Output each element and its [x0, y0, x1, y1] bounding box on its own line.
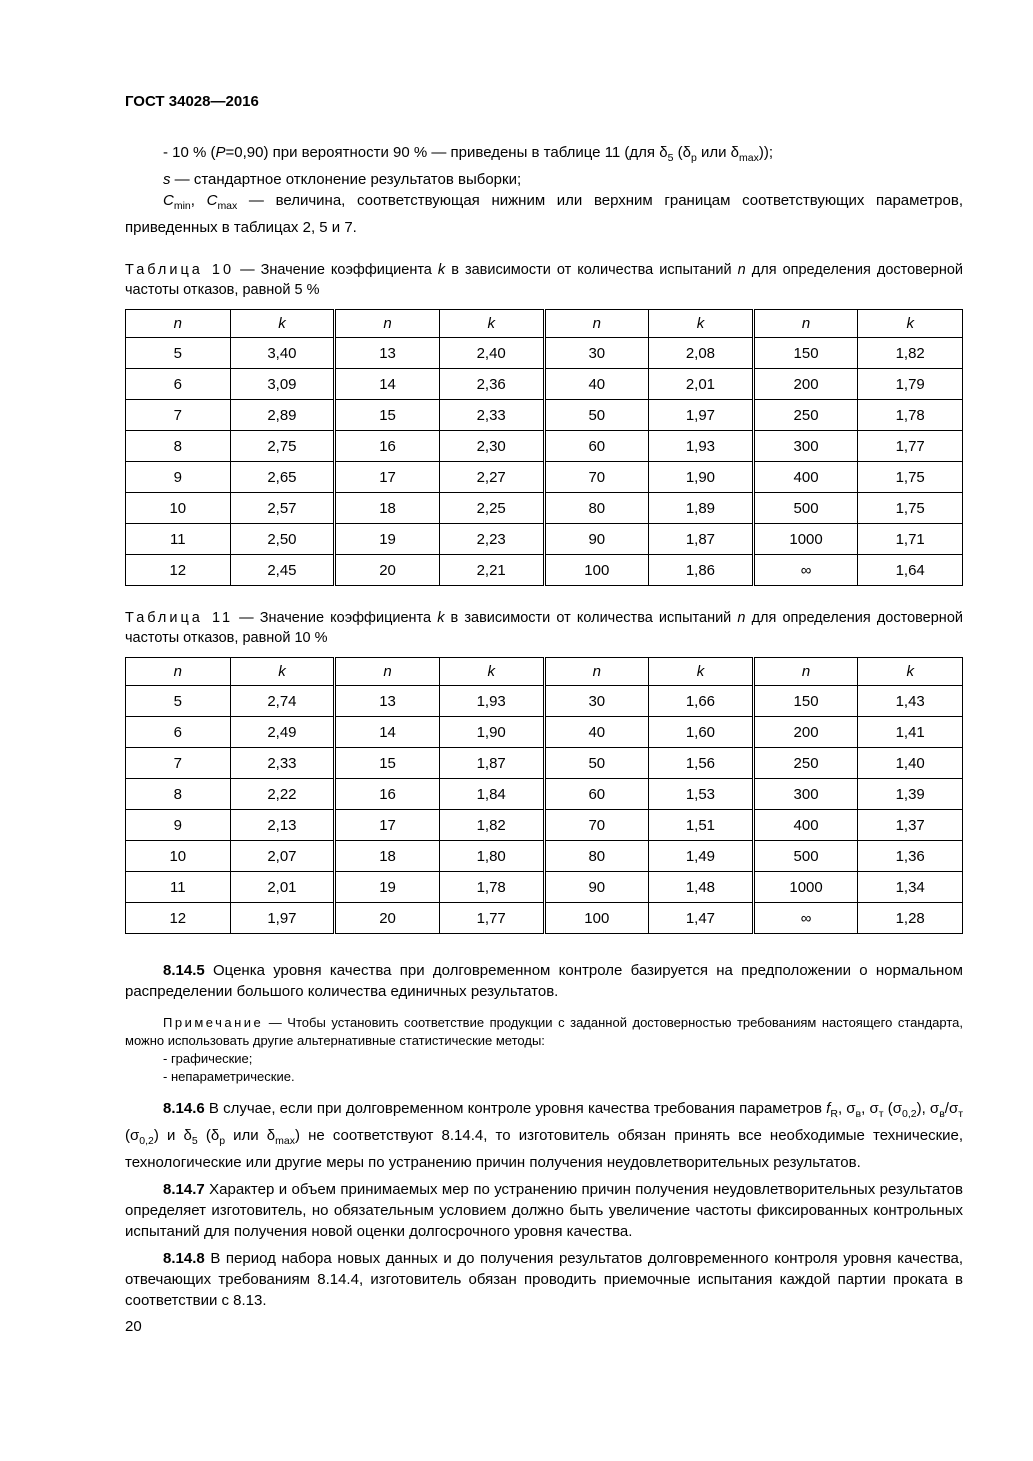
- table-row: [126, 872, 963, 903]
- table-cell: 90: [544, 872, 649, 903]
- table-11: [125, 657, 963, 934]
- column-header: n: [335, 310, 440, 338]
- table-cell: 40: [544, 369, 649, 400]
- table-cell: 15: [335, 748, 440, 779]
- table-cell: 60: [544, 779, 649, 810]
- table-cell: 2,08: [649, 338, 754, 369]
- table-cell: 50: [544, 748, 649, 779]
- table-cell: 11: [126, 872, 231, 903]
- note-paragraph: [125, 1014, 963, 1050]
- table-row: [126, 369, 963, 400]
- table-cell: 1,77: [439, 903, 544, 934]
- table-cell: 80: [544, 493, 649, 524]
- table-cell: 2,21: [439, 555, 544, 586]
- table-cell: 20: [335, 903, 440, 934]
- table-row: [126, 524, 963, 555]
- table-cell: 1000: [753, 872, 858, 903]
- table-row: [126, 779, 963, 810]
- table-cell: 6: [126, 717, 231, 748]
- table-cell: 14: [335, 717, 440, 748]
- table-cell: 1,48: [649, 872, 754, 903]
- clause-text: Оценка уровня качества при долговременном контроле базируется на предположении о нормальном распределении большого количества единичных результатов.: [125, 962, 963, 1000]
- table-cell: 2,33: [439, 400, 544, 431]
- note-block: [125, 1014, 963, 1086]
- column-header: k: [858, 658, 963, 686]
- column-header: n: [126, 658, 231, 686]
- table11-caption: [125, 608, 963, 648]
- table-row: [126, 686, 963, 717]
- table-cell: ∞: [753, 555, 858, 586]
- table-cell: 18: [335, 841, 440, 872]
- table-cell: 500: [753, 493, 858, 524]
- table-cell: 1,97: [230, 903, 335, 934]
- table-cell: 1,89: [649, 493, 754, 524]
- clause-8-14-8: [125, 1248, 963, 1311]
- table-cell: 1,90: [439, 717, 544, 748]
- table-cell: 200: [753, 369, 858, 400]
- table-cell: 2,07: [230, 841, 335, 872]
- table-cell: 10: [126, 493, 231, 524]
- table-cell: 1,41: [858, 717, 963, 748]
- table-cell: 13: [335, 686, 440, 717]
- table-cell: 1,77: [858, 431, 963, 462]
- table-cell: 1,47: [649, 903, 754, 934]
- clause-text: Характер и объем принимаемых мер по устранению причин получения неудовлетворительных результатов определяет изготовитель, но обязательным условием должно быть увеличение частоты фиксированных контрольных испытаний для получения новой оценки долгосрочного уровня качества.: [125, 1181, 963, 1240]
- table-cell: 1,34: [858, 872, 963, 903]
- table-cell: 13: [335, 338, 440, 369]
- column-header: n: [753, 658, 858, 686]
- table-header-row: [126, 310, 963, 338]
- table-cell: 1,82: [858, 338, 963, 369]
- table-cell: 1,78: [858, 400, 963, 431]
- table-cell: 1,78: [439, 872, 544, 903]
- table-cell: 30: [544, 686, 649, 717]
- table-cell: 2,22: [230, 779, 335, 810]
- table-cell: 2,01: [649, 369, 754, 400]
- table-cell: 11: [126, 524, 231, 555]
- table-cell: 1000: [753, 524, 858, 555]
- definition-cmin-cmax: $C_{min}$, $C_{max}$ — величина, соответствующая нижним или верхним границам соответствующих параметров, приведенных в таблицах 2, 5 и 7.: [125, 192, 963, 236]
- table-row: [126, 841, 963, 872]
- table-cell: 15: [335, 400, 440, 431]
- table-cell: 1,53: [649, 779, 754, 810]
- clause-number: 8.14.5: [163, 962, 205, 979]
- table-cell: 8: [126, 779, 231, 810]
- table10-caption-text: — Значение коэффициента k в зависимости от количества испытаний n для определения достоверной частоты отказов, равной 5 %: [125, 262, 964, 298]
- table-cell: 1,51: [649, 810, 754, 841]
- table-cell: 1,66: [649, 686, 754, 717]
- table-row: [126, 431, 963, 462]
- table-cell: 250: [753, 748, 858, 779]
- note-item-nonparametric: - непараметрические.: [163, 1069, 295, 1084]
- table-cell: 5: [126, 686, 231, 717]
- table-cell: 1,80: [439, 841, 544, 872]
- table-cell: 17: [335, 462, 440, 493]
- table-cell: 50: [544, 400, 649, 431]
- clause-text: В случае, если при долговременном контроле уровня качества требования параметров $f_R$, $\sigma_в$, $\sigma_т$ $(\sigma_{0,2})$, $\sigma_в/\sigma_т$ $(\sigma_{0,2})$ и $\delta_5$ ($\delta_р$ или $\delta_{max}$) не соответствуют 8.14.4, то изготовитель обязан принять все необходимые технические, технологические или другие меры по устранению причин получения неудовлетворительных результатов.: [125, 1100, 964, 1171]
- table-cell: 1,82: [439, 810, 544, 841]
- table-cell: 14: [335, 369, 440, 400]
- table-cell: 80: [544, 841, 649, 872]
- clause-number: 8.14.6: [163, 1100, 205, 1117]
- table-row: [126, 462, 963, 493]
- table10-caption: [125, 260, 963, 300]
- column-header: k: [439, 658, 544, 686]
- table-cell: 1,86: [649, 555, 754, 586]
- table-header-row: [126, 658, 963, 686]
- table-cell: 2,40: [439, 338, 544, 369]
- table-cell: 1,36: [858, 841, 963, 872]
- note-label: Примечание: [163, 1015, 264, 1030]
- table-cell: 1,60: [649, 717, 754, 748]
- table-cell: 250: [753, 400, 858, 431]
- table-cell: 1,87: [649, 524, 754, 555]
- table-row: [126, 555, 963, 586]
- table-cell: 150: [753, 686, 858, 717]
- column-header: k: [230, 310, 335, 338]
- column-header: n: [126, 310, 231, 338]
- table-cell: 400: [753, 810, 858, 841]
- definition-delta: - 10 % (P=0,90) при вероятности 90 % — приведены в таблице 11 (для $\delta_5$ ($\delta_р$ или $\delta_{max}$));: [163, 144, 773, 164]
- table-cell: 70: [544, 462, 649, 493]
- table-cell: 10: [126, 841, 231, 872]
- table-cell: 8: [126, 431, 231, 462]
- table-cell: 2,50: [230, 524, 335, 555]
- table-cell: 400: [753, 462, 858, 493]
- table-cell: 2,49: [230, 717, 335, 748]
- table-row: [126, 493, 963, 524]
- table-cell: 1,39: [858, 779, 963, 810]
- note-text: — Чтобы установить соответствие продукции с заданной достоверностью требованиям настоящего стандарта, можно использовать другие альтернативные статистические методы:: [125, 1015, 963, 1048]
- table10-caption-label: Таблица 10: [125, 262, 235, 278]
- column-header: k: [858, 310, 963, 338]
- table-cell: 16: [335, 431, 440, 462]
- table-cell: 6: [126, 369, 231, 400]
- table-row: [126, 717, 963, 748]
- table-cell: 1,97: [649, 400, 754, 431]
- table-cell: 2,74: [230, 686, 335, 717]
- table-cell: ∞: [753, 903, 858, 934]
- table-10: [125, 309, 963, 586]
- table-cell: 12: [126, 555, 231, 586]
- table-cell: 1,40: [858, 748, 963, 779]
- table11-caption-text: — Значение коэффициента k в зависимости от количества испытаний n для определения достоверной частоты отказов, равной 10 %: [125, 610, 963, 646]
- column-header: n: [544, 310, 649, 338]
- definition-s: s — стандартное отклонение результатов выборки;: [163, 171, 522, 188]
- table-cell: 2,33: [230, 748, 335, 779]
- table-cell: 2,25: [439, 493, 544, 524]
- table-cell: 2,30: [439, 431, 544, 462]
- table-cell: 7: [126, 400, 231, 431]
- table-cell: 30: [544, 338, 649, 369]
- table-cell: 1,84: [439, 779, 544, 810]
- table-cell: 5: [126, 338, 231, 369]
- table-row: [126, 810, 963, 841]
- table-cell: 2,45: [230, 555, 335, 586]
- table-cell: 12: [126, 903, 231, 934]
- table-cell: 500: [753, 841, 858, 872]
- table-cell: 100: [544, 555, 649, 586]
- column-header: k: [230, 658, 335, 686]
- table-cell: 2,36: [439, 369, 544, 400]
- clause-number: 8.14.7: [163, 1181, 205, 1198]
- column-header: n: [335, 658, 440, 686]
- column-header: n: [544, 658, 649, 686]
- table-cell: 60: [544, 431, 649, 462]
- clause-8-14-7: [125, 1179, 963, 1242]
- note-item-graphic: - графические;: [163, 1051, 253, 1066]
- table-cell: 1,56: [649, 748, 754, 779]
- table-cell: 9: [126, 810, 231, 841]
- definitions-section: [125, 142, 963, 238]
- table-cell: 1,49: [649, 841, 754, 872]
- clause-8-14-6: [125, 1098, 963, 1173]
- table-cell: 18: [335, 493, 440, 524]
- table-cell: 1,28: [858, 903, 963, 934]
- table11-caption-label: Таблица 11: [125, 610, 234, 626]
- table-cell: 1,93: [649, 431, 754, 462]
- table-cell: 300: [753, 431, 858, 462]
- table-cell: 2,75: [230, 431, 335, 462]
- table-row: [126, 748, 963, 779]
- column-header: n: [753, 310, 858, 338]
- table-cell: 1,71: [858, 524, 963, 555]
- table-cell: 9: [126, 462, 231, 493]
- table-cell: 19: [335, 524, 440, 555]
- table-cell: 200: [753, 717, 858, 748]
- table-cell: 2,89: [230, 400, 335, 431]
- table-cell: 2,65: [230, 462, 335, 493]
- table-cell: 2,01: [230, 872, 335, 903]
- document-page: [125, 93, 963, 1311]
- table-cell: 20: [335, 555, 440, 586]
- table-cell: 1,43: [858, 686, 963, 717]
- table-cell: 90: [544, 524, 649, 555]
- table-cell: 1,37: [858, 810, 963, 841]
- document-header: ГОСТ 34028—2016: [125, 93, 259, 110]
- table-cell: 1,87: [439, 748, 544, 779]
- table-cell: 1,75: [858, 493, 963, 524]
- table-cell: 70: [544, 810, 649, 841]
- table-row: [126, 903, 963, 934]
- table-cell: 3,40: [230, 338, 335, 369]
- column-header: k: [649, 310, 754, 338]
- table-cell: 2,23: [439, 524, 544, 555]
- table-cell: 1,75: [858, 462, 963, 493]
- table-cell: 19: [335, 872, 440, 903]
- clause-text: В период набора новых данных и до получения результатов долговременного контроля уровня качества, отвечающих требованиям 8.14.4, изготовитель обязан проводить приемочные испытания каждой партии проката в соответствии с 8.13.: [125, 1250, 964, 1309]
- clause-8-14-5: [125, 960, 963, 1002]
- table-cell: 1,93: [439, 686, 544, 717]
- table-cell: 40: [544, 717, 649, 748]
- table-cell: 300: [753, 779, 858, 810]
- table-cell: 100: [544, 903, 649, 934]
- table-cell: 1,64: [858, 555, 963, 586]
- table-cell: 1,90: [649, 462, 754, 493]
- table-cell: 2,13: [230, 810, 335, 841]
- table-row: [126, 338, 963, 369]
- table-cell: 1,79: [858, 369, 963, 400]
- table-cell: 3,09: [230, 369, 335, 400]
- table-cell: 150: [753, 338, 858, 369]
- table-cell: 17: [335, 810, 440, 841]
- table-cell: 2,27: [439, 462, 544, 493]
- clause-number: 8.14.8: [163, 1250, 205, 1267]
- column-header: k: [439, 310, 544, 338]
- table-cell: 7: [126, 748, 231, 779]
- table-row: [126, 400, 963, 431]
- table-cell: 2,57: [230, 493, 335, 524]
- table-cell: 16: [335, 779, 440, 810]
- page-number: 20: [125, 1318, 142, 1335]
- column-header: k: [649, 658, 754, 686]
